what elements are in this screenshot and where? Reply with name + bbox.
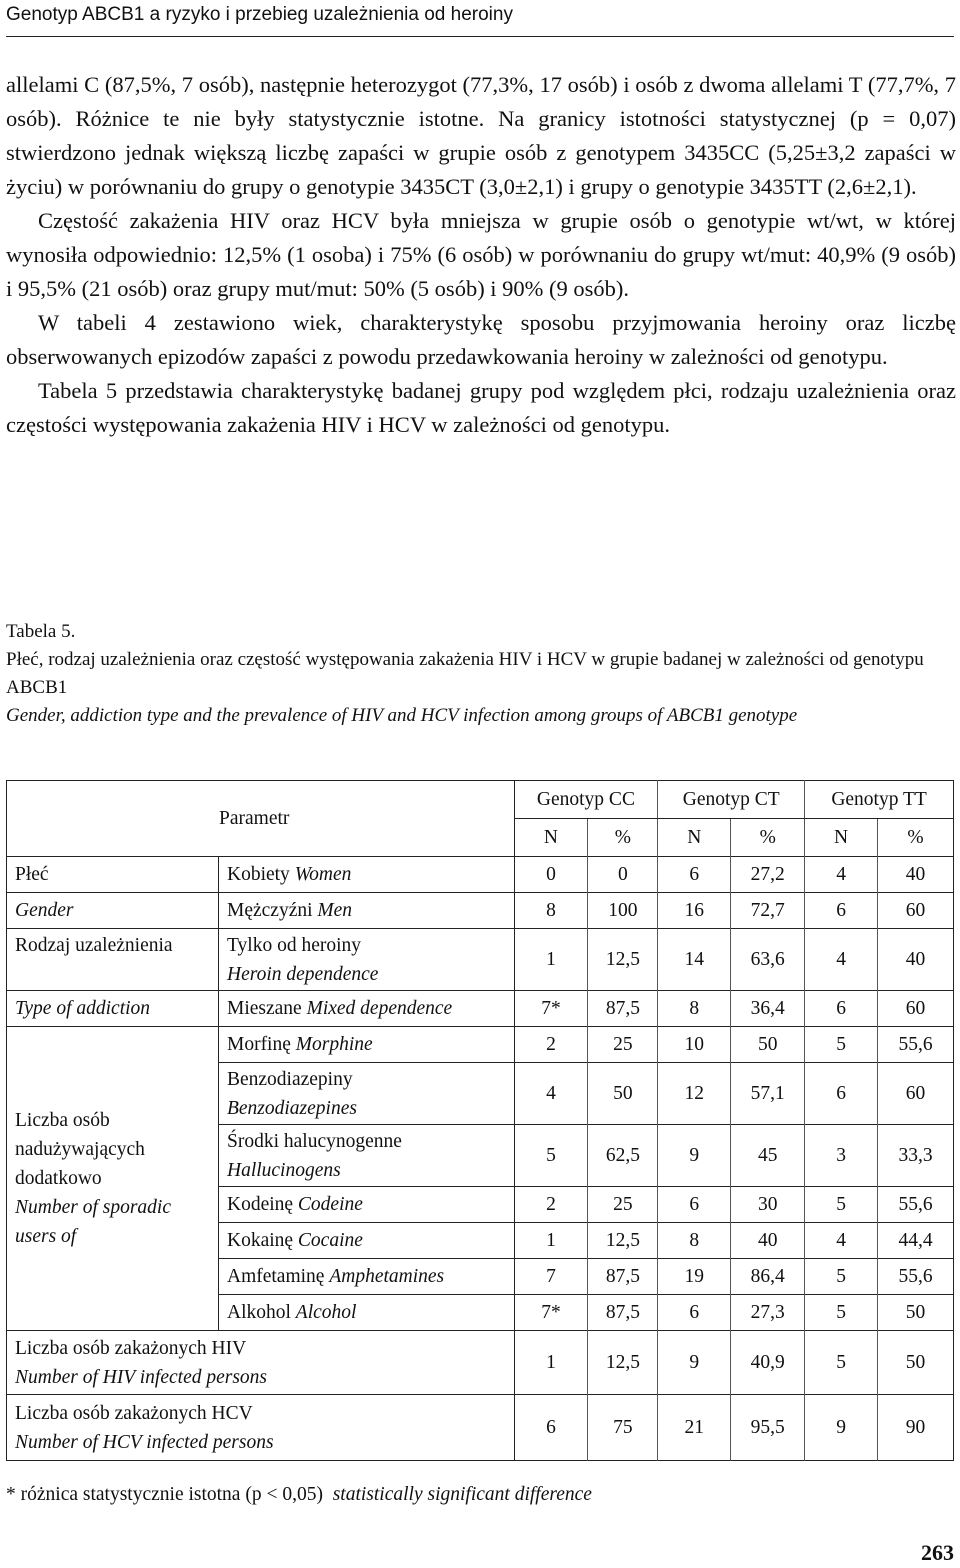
- table-title-pl: Płeć, rodzaj uzależnienia oraz częstość występowania zakażenia HIV i HCV w grupie badanej w zależności od genotypu ABCB1: [6, 649, 924, 698]
- cell: 8: [658, 991, 731, 1027]
- cell: 8: [658, 1223, 731, 1259]
- footnote-en: statistically significant difference: [332, 1484, 592, 1505]
- cell: 45: [731, 1125, 805, 1187]
- group-gender-pl: Płeć: [7, 857, 219, 893]
- cell: 12,5: [588, 929, 658, 991]
- cell: 95,5: [731, 1395, 805, 1461]
- paragraph-3: W tabeli 4 zestawiono wiek, charakterystykę sposobu przyjmowania heroiny oraz liczbę obserwowanych epizodów zapaści z powodu przedawkowania heroiny w zależności od genotypu.: [6, 310, 956, 369]
- group-hiv: Liczba osób zakażonych HIV Number of HIV infected persons: [7, 1331, 515, 1395]
- cell: 40: [878, 929, 954, 991]
- row-label: Amfetaminę Amphetamines: [218, 1259, 514, 1295]
- cell: 1: [546, 948, 556, 970]
- row-label: Środki halucynogenne Hallucinogens: [218, 1125, 514, 1187]
- cell: 40: [731, 1223, 805, 1259]
- cell: 25: [588, 1027, 658, 1063]
- cell: 44,4: [878, 1223, 954, 1259]
- cell: 60: [878, 893, 954, 929]
- cell: 12: [658, 1063, 731, 1125]
- table-row: [7, 893, 954, 929]
- cell: 62,5: [588, 1125, 658, 1187]
- cell: 75: [588, 1395, 658, 1461]
- cell: 7*: [541, 1301, 561, 1323]
- n-header: N: [543, 826, 559, 848]
- group-gender-en: Gender: [7, 893, 219, 929]
- cell: 4: [805, 1223, 878, 1259]
- genotype-ct-header: Genotyp CT: [658, 781, 805, 819]
- cell: 6: [658, 1187, 731, 1223]
- cell: 16: [658, 893, 731, 929]
- cell: 40: [878, 857, 954, 893]
- group-sporadic: Liczba osób nadużywających dodatkowo Number of sporadic users of: [7, 1027, 219, 1331]
- cell: 72,7: [731, 893, 805, 929]
- table-row: [7, 1027, 954, 1063]
- footnote-pl: * różnica statystycznie istotna (p < 0,05): [6, 1484, 323, 1505]
- cell: 6: [805, 893, 878, 929]
- cell: 60: [878, 1063, 954, 1125]
- row-label: Kokainę Cocaine: [218, 1223, 514, 1259]
- row-label: Tylko od heroiny Heroin dependence: [218, 929, 514, 991]
- table-caption: [6, 618, 956, 730]
- row-label: Kodeinę Codeine: [218, 1187, 514, 1223]
- cell: 10: [658, 1027, 731, 1063]
- genotype-tt-header: Genotyp TT: [805, 781, 954, 819]
- pct-header: %: [878, 819, 954, 857]
- cell: 4: [546, 1082, 556, 1104]
- cell: 87,5: [588, 1295, 658, 1331]
- cell: 9: [658, 1125, 731, 1187]
- cell: 40,9: [731, 1331, 805, 1395]
- cell: 2: [546, 1193, 556, 1215]
- cell: 55,6: [878, 1259, 954, 1295]
- cell: 50: [588, 1063, 658, 1125]
- cell: 5: [805, 1259, 878, 1295]
- body-text: [6, 68, 956, 442]
- cell: 33,3: [878, 1125, 954, 1187]
- cell: 0: [588, 857, 658, 893]
- cell: 5: [546, 1144, 556, 1166]
- cell: 1: [546, 1229, 556, 1251]
- cell: 86,4: [731, 1259, 805, 1295]
- n-header: N: [805, 819, 878, 857]
- cell: 1: [546, 1351, 556, 1373]
- table-label: Tabela 5.: [6, 621, 76, 642]
- cell: 5: [805, 1331, 878, 1395]
- table-footnote: [6, 1484, 592, 1506]
- cell: 100: [588, 893, 658, 929]
- row-label: Mężczyźni Men: [218, 893, 514, 929]
- cell: 7*: [541, 997, 561, 1019]
- table-row: [7, 991, 954, 1027]
- cell: 87,5: [588, 1259, 658, 1295]
- cell: 0: [546, 863, 556, 885]
- cell: 6: [658, 857, 731, 893]
- cell: 87,5: [588, 991, 658, 1027]
- cell: 6: [805, 991, 878, 1027]
- n-header: N: [658, 819, 731, 857]
- group-hcv: Liczba osób zakażonych HCV Number of HCV infected persons: [7, 1395, 515, 1461]
- row-label: Kobiety Women: [218, 857, 514, 893]
- paragraph-2: Częstość zakażenia HIV oraz HCV była mniejsza w grupie osób o genotypie wt/wt, w której wynosiła odpowiednio: 12,5% (1 osoba) i 75% (6 osób) w porównaniu do grupy wt/mut: 40,9% (9 osób) i 95,5% (21 osób) oraz grupy mut/mut: 50% (5 osób) i 90% (9 osób).: [6, 208, 956, 301]
- cell: 55,6: [878, 1187, 954, 1223]
- paragraph-4: Tabela 5 przedstawia charakterystykę badanej grupy pod względem płci, rodzaju uzależnienia oraz częstości występowania zakażenia HIV i HCV w zależności od genotypu.: [6, 378, 956, 437]
- cell: 90: [878, 1395, 954, 1461]
- table-title-en: Gender, addiction type and the prevalence of HIV and HCV infection among groups of ABCB1 genotype: [6, 705, 798, 726]
- row-label: Morfinę Morphine: [218, 1027, 514, 1063]
- cell: 6: [658, 1295, 731, 1331]
- data-table: [6, 780, 954, 1461]
- cell: 50: [731, 1027, 805, 1063]
- cell: 5: [805, 1027, 878, 1063]
- cell: 60: [878, 991, 954, 1027]
- header-row-1: [7, 781, 954, 819]
- cell: 27,2: [731, 857, 805, 893]
- cell: 5: [805, 1295, 878, 1331]
- pct-header: %: [731, 819, 805, 857]
- cell: 4: [805, 857, 878, 893]
- cell: 7: [546, 1265, 556, 1287]
- row-label: Benzodiazepiny Benzodiazepines: [218, 1063, 514, 1125]
- cell: 12,5: [588, 1223, 658, 1259]
- cell: 63,6: [731, 929, 805, 991]
- cell: 6: [805, 1063, 878, 1125]
- page-number: 263: [921, 1540, 954, 1565]
- cell: 30: [731, 1187, 805, 1223]
- table-row: [7, 1331, 954, 1395]
- row-label: Mieszane Mixed dependence: [218, 991, 514, 1027]
- paragraph-1: allelami C (87,5%, 7 osób), następnie heterozygot (77,3%, 17 osób) i osób z dwoma allelami T (77,7%, 7 osób). Różnice te nie były statystycznie istotne. Na granicy istotności statystycznej (p = 0,07) stwierdzono jednak większą liczbę zapaści w grupie osób z genotypem 3435CC (5,25±3,2 zapaści w życiu) w porównaniu do grupy o genotypie 3435CT (3,0±2,1) i grupy o genotypie 3435TT (2,6±2,1).: [6, 72, 956, 199]
- group-addiction-pl: Rodzaj uzależnienia: [7, 929, 219, 991]
- cell: 6: [546, 1416, 556, 1438]
- cell: 2: [546, 1033, 556, 1055]
- cell: 25: [588, 1187, 658, 1223]
- genotype-cc-header: Genotyp CC: [514, 781, 658, 819]
- cell: 57,1: [731, 1063, 805, 1125]
- cell: 12,5: [588, 1331, 658, 1395]
- table-row: [7, 857, 954, 893]
- cell: 9: [658, 1331, 731, 1395]
- cell: 55,6: [878, 1027, 954, 1063]
- cell: 9: [805, 1395, 878, 1461]
- cell: 4: [805, 929, 878, 991]
- cell: 21: [658, 1395, 731, 1461]
- cell: 14: [658, 929, 731, 991]
- cell: 8: [546, 899, 556, 921]
- running-title: Genotyp ABCB1 a ryzyko i przebieg uzależnienia od heroiny: [6, 4, 513, 25]
- running-header: [6, 0, 954, 37]
- cell: 50: [878, 1295, 954, 1331]
- group-addiction-en: Type of addiction: [7, 991, 219, 1027]
- parametr-header: Parametr: [7, 781, 515, 857]
- cell: 3: [805, 1125, 878, 1187]
- cell: 50: [878, 1331, 954, 1395]
- cell: 19: [658, 1259, 731, 1295]
- cell: 5: [805, 1187, 878, 1223]
- row-label: Alkohol Alcohol: [218, 1295, 514, 1331]
- table-row: [7, 1395, 954, 1461]
- pct-header: %: [588, 819, 658, 857]
- cell: 27,3: [731, 1295, 805, 1331]
- cell: 36,4: [731, 991, 805, 1027]
- table-row: [7, 929, 954, 991]
